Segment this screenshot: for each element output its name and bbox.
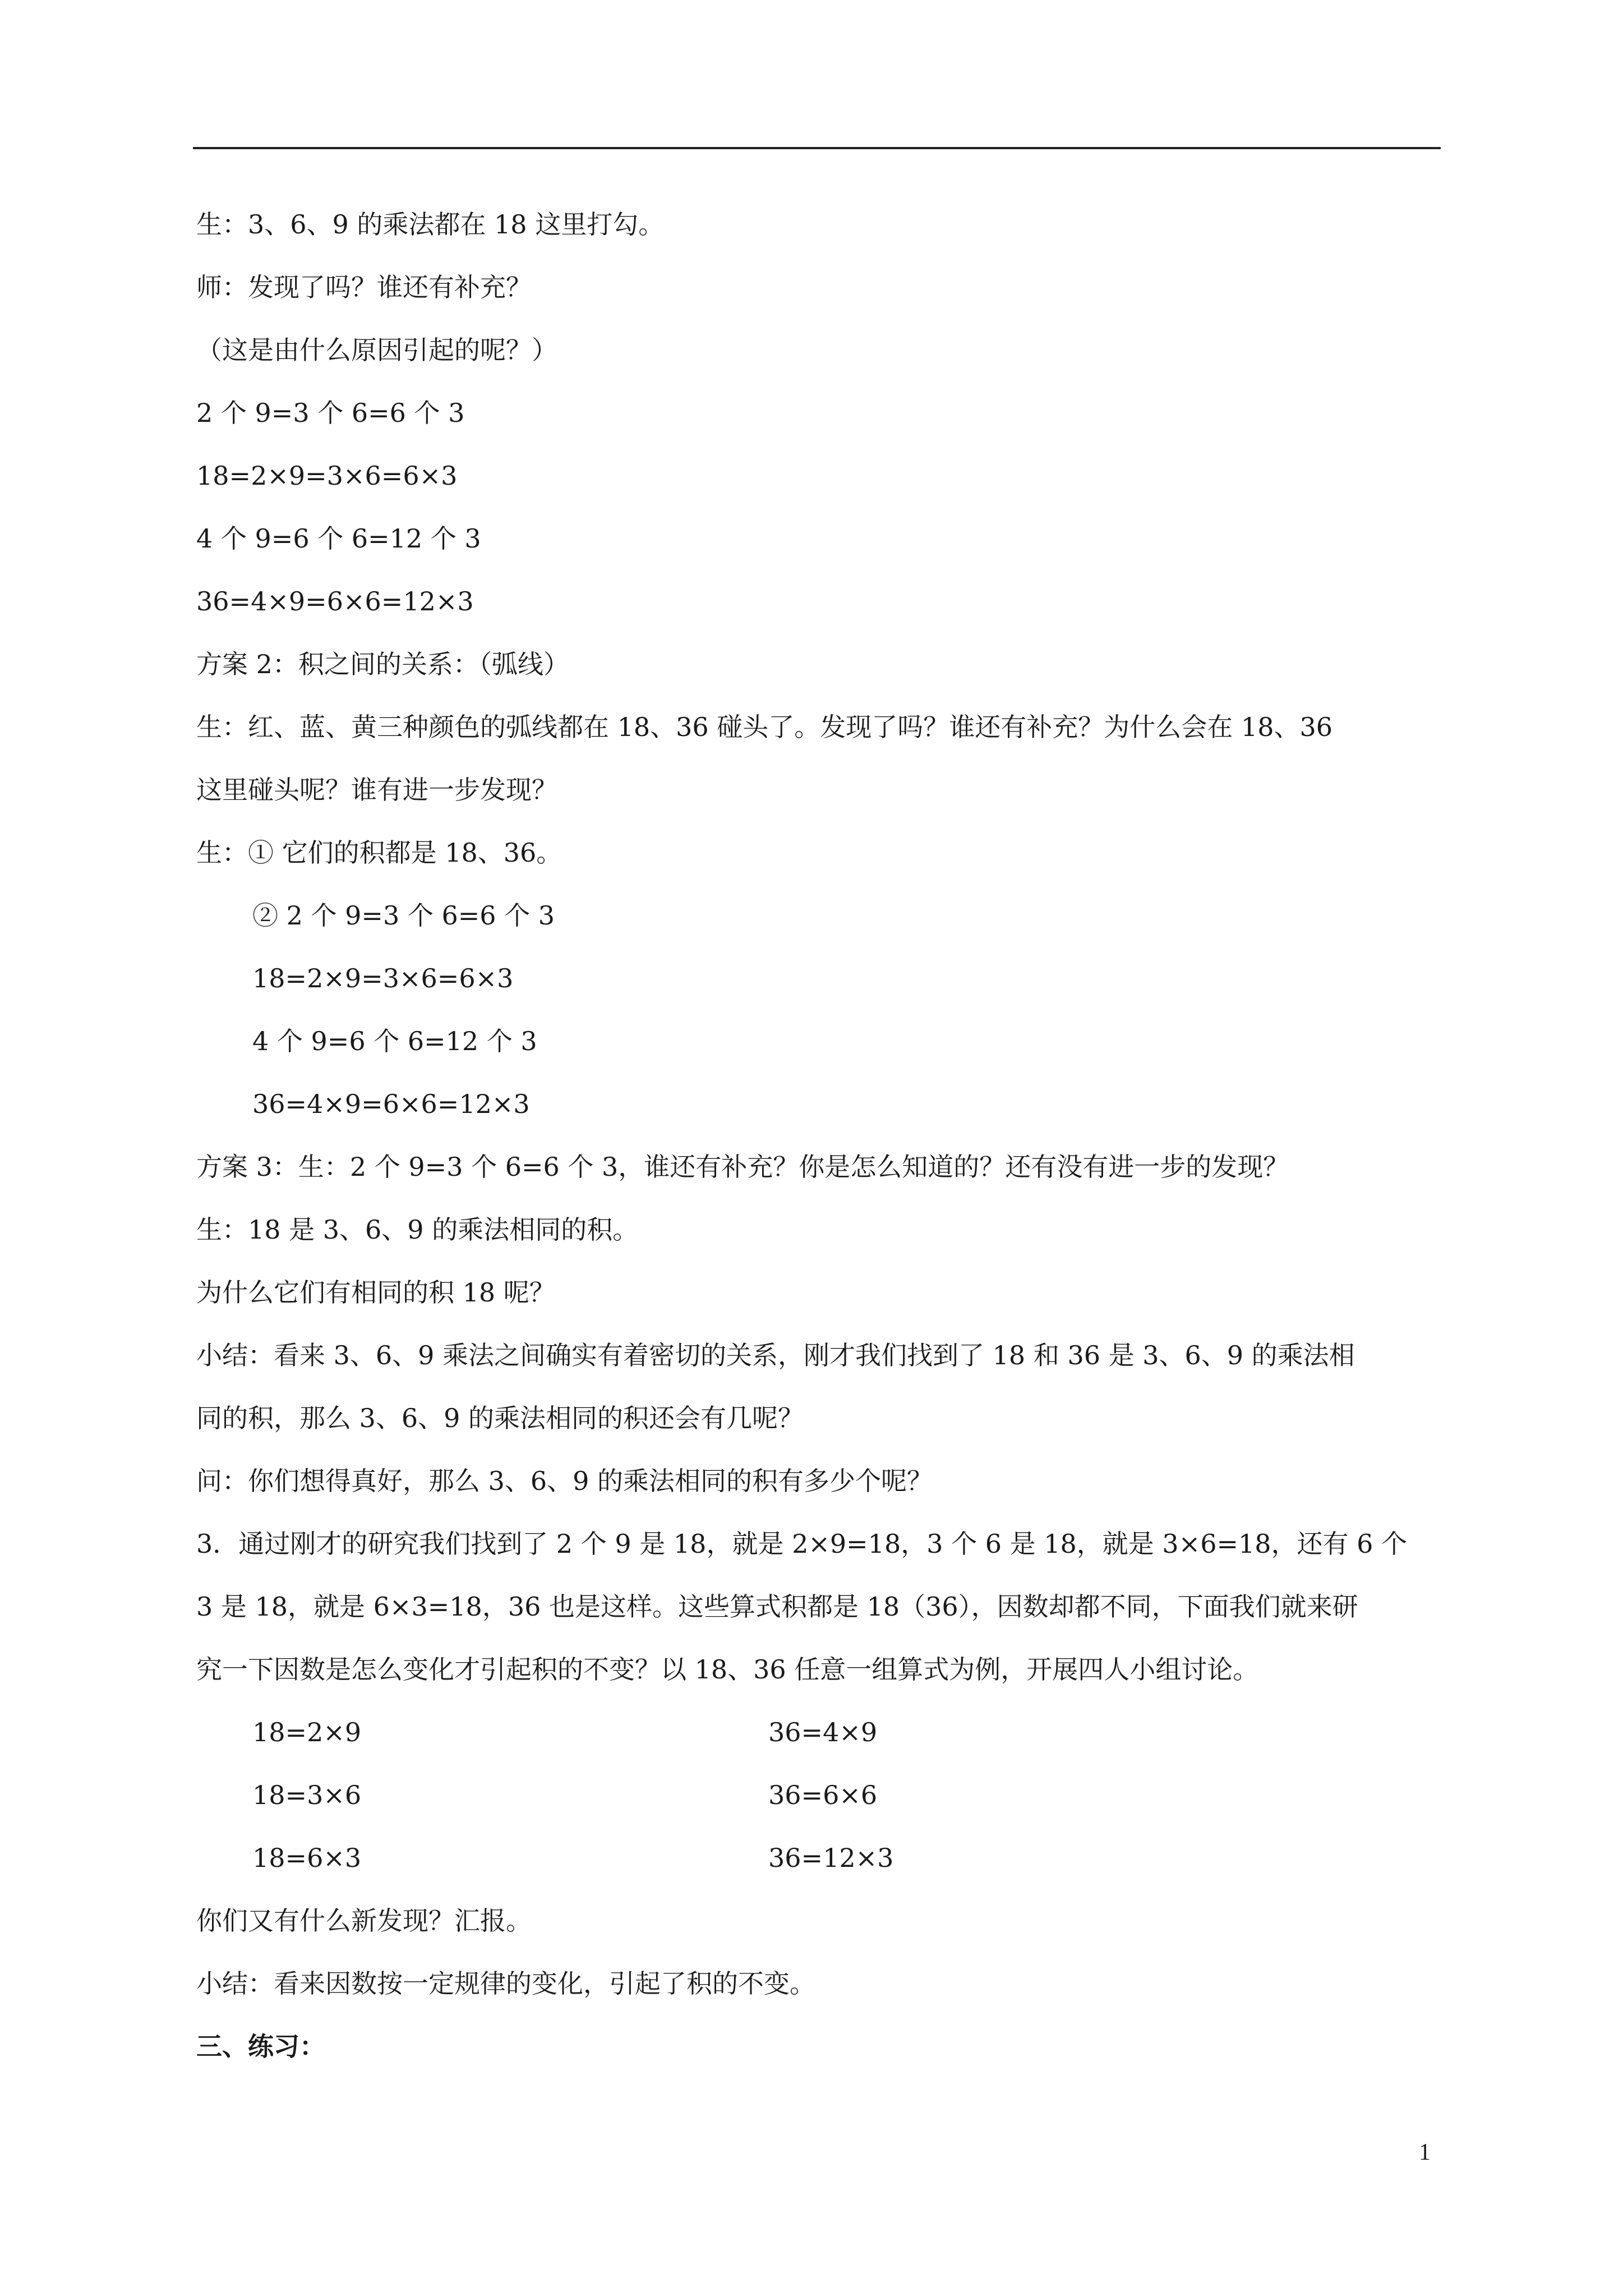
- text-line: 问：你们想得真好，那么 3、6、9 的乘法相同的积有多少个呢？: [196, 1466, 933, 1496]
- equation-right: 36=6×6: [768, 1780, 878, 1810]
- text-line: 生：① 它们的积都是 18、36。: [196, 838, 562, 868]
- text-line: 2 个 9=3 个 6=6 个 3: [196, 398, 465, 428]
- text-line: ② 2 个 9=3 个 6=6 个 3: [252, 900, 555, 931]
- text-line: 生：18 是 3、6、9 的乘法相同的积。: [196, 1214, 639, 1245]
- text-line: 方案 2：积之间的关系：（弧线）: [196, 649, 569, 679]
- text-line: 3．通过刚才的研究我们找到了 2 个 9 是 18，就是 2×9=18，3 个 6 是 18，就是 3×6=18，还有 6 个: [196, 1529, 1408, 1559]
- text-line: 18=2×9=3×6=6×3: [196, 461, 458, 491]
- text-line: 师：发现了吗？谁还有补充？: [196, 272, 532, 302]
- text-line: 4 个 9=6 个 6=12 个 3: [196, 523, 481, 554]
- section-heading: 三、练习：: [196, 2031, 325, 2062]
- text-line: 36=4×9=6×6=12×3: [196, 586, 474, 616]
- text-line: （这是由什么原因引起的呢？）: [196, 335, 557, 365]
- text-line: 究一下因数是怎么变化才引起积的不变？以 18、36 任意一组算式为例，开展四人小组讨论。: [196, 1654, 1259, 1685]
- equation-right: 36=4×9: [768, 1717, 878, 1747]
- text-line: 同的积，那么 3、6、9 的乘法相同的积还会有几呢？: [196, 1403, 804, 1433]
- page-number: 1: [1419, 2139, 1431, 2165]
- text-line: 小结：看来因数按一定规律的变化，引起了积的不变。: [196, 1968, 815, 1999]
- text-line: 3 是 18，就是 6×3=18，36 也是这样。这些算式积都是 18（36），因数却都不同，下面我们就来研: [196, 1591, 1358, 1622]
- text-line: 4 个 9=6 个 6=12 个 3: [252, 1026, 537, 1056]
- header-rule: [193, 147, 1441, 149]
- text-line: 小结：看来 3、6、9 乘法之间确实有着密切的关系，刚才我们找到了 18 和 36 是 3、6、9 的乘法相: [196, 1340, 1355, 1370]
- equation-left: 18=3×6: [252, 1780, 362, 1810]
- text-line: 36=4×9=6×6=12×3: [252, 1089, 530, 1119]
- text-line: 生：3、6、9 的乘法都在 18 这里打勾。: [196, 209, 665, 240]
- equation-left: 18=2×9: [252, 1717, 362, 1747]
- text-line: 你们又有什么新发现？汇报。: [196, 1906, 532, 1936]
- text-line: 生：红、蓝、黄三种颜色的弧线都在 18、36 碰头了。发现了吗？谁还有补充？为什么会在 18、36: [196, 712, 1332, 742]
- text-line: 方案 3：生：2 个 9=3 个 6=6 个 3，谁还有补充？你是怎么知道的？还有没有进一步的发现？: [196, 1152, 1289, 1182]
- text-line: 18=2×9=3×6=6×3: [252, 963, 514, 993]
- text-line: 这里碰头呢？谁有进一步发现？: [196, 775, 557, 805]
- equation-left: 18=6×3: [252, 1843, 362, 1873]
- equation-right: 36=12×3: [768, 1843, 894, 1873]
- text-line: 为什么它们有相同的积 18 呢？: [196, 1277, 555, 1308]
